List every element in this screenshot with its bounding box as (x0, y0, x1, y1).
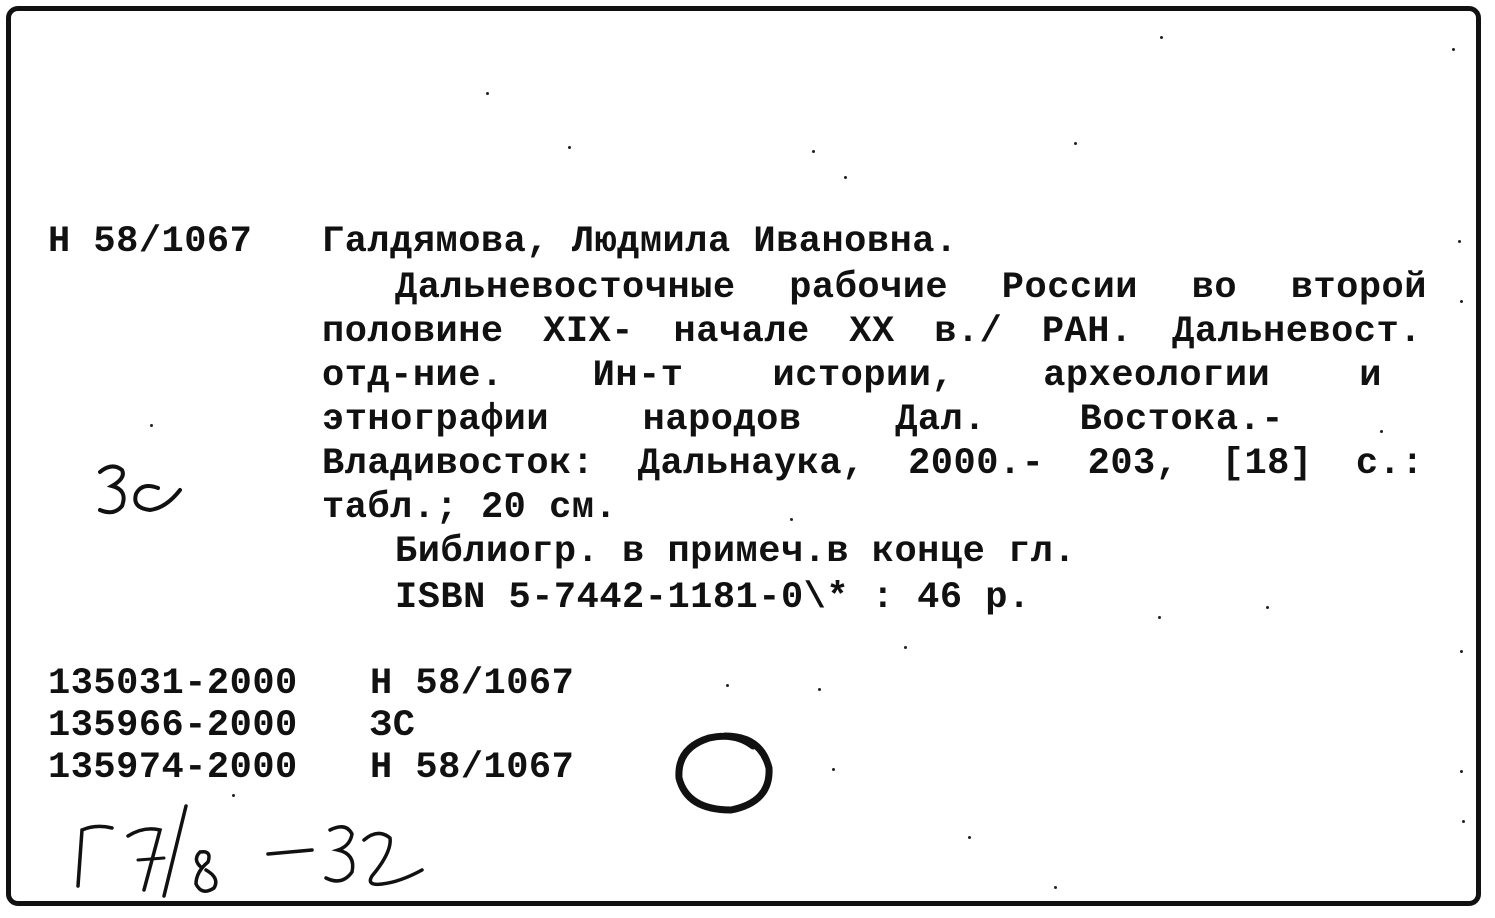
word: 20 (480, 487, 527, 529)
word: начале (673, 311, 810, 353)
scan-speckle (568, 146, 571, 149)
scan-speckle (904, 646, 907, 649)
word: Дальнаука, (637, 443, 865, 485)
scan-speckle (1462, 820, 1465, 823)
call-number: Н 58/1067 (48, 221, 253, 263)
scan-speckle (486, 92, 489, 95)
word: археологии (1043, 355, 1271, 397)
word: этнографии (322, 399, 550, 441)
word: XX (849, 311, 895, 353)
word: РАН. (1041, 311, 1133, 353)
scan-speckle (1054, 886, 1057, 889)
holding-inventory-2: 135966-2000 (48, 705, 298, 747)
word: второй (1290, 267, 1427, 309)
word: [18] (1221, 443, 1313, 485)
word: Ин-т (592, 355, 684, 397)
word: отд-ние. (322, 355, 504, 397)
handwritten-section-mark (80, 450, 200, 530)
description-line-1 (322, 266, 1427, 310)
description-line-5 (322, 442, 1424, 486)
scan-speckle (1460, 770, 1463, 773)
scan-speckle (832, 768, 835, 771)
word: России (1001, 267, 1139, 309)
word: Дал. (895, 399, 987, 441)
holding-location-2: ЗС (370, 705, 416, 747)
scan-speckle (1158, 616, 1161, 619)
word: см. (549, 487, 618, 529)
hand-drawn-circle-mark (665, 722, 780, 822)
scan-speckle (1074, 142, 1077, 145)
author-heading: Галдямова, Людмила Ивановна. (322, 221, 958, 263)
word: и (1359, 355, 1382, 397)
description-line-4 (322, 398, 1284, 442)
scan-speckle (150, 424, 153, 427)
scan-speckle (844, 176, 847, 179)
holding-inventory-1: 135031-2000 (48, 663, 298, 705)
word: истории, (772, 355, 955, 397)
description-line-2 (322, 310, 1422, 354)
scan-speckle (1266, 606, 1269, 609)
word: Дальневост. (1172, 311, 1422, 353)
word: Владивосток: (322, 443, 595, 485)
scan-speckle (1458, 240, 1461, 243)
word: 2000.- (908, 443, 1045, 485)
scan-speckle (790, 518, 793, 521)
holding-location-3: Н 58/1067 (370, 747, 575, 789)
scan-speckle (968, 836, 971, 839)
bibliography-note: Библиогр. в примеч.в конце гл. (395, 531, 1077, 573)
scan-speckle (818, 688, 821, 691)
word: XIX- (543, 311, 634, 353)
scan-speckle (232, 794, 235, 797)
scan-speckle (1160, 36, 1163, 39)
scan-speckle (1460, 650, 1463, 653)
word: в./ (934, 311, 1003, 353)
word: половине (322, 311, 504, 353)
scan-speckle (726, 684, 729, 687)
word: с.: (1355, 443, 1424, 485)
scan-speckle (812, 150, 815, 153)
description-line-3 (322, 354, 1382, 398)
word: Востока.- (1079, 399, 1284, 441)
scan-speckle (1460, 300, 1463, 303)
word: во (1191, 267, 1238, 309)
isbn-price-note: ISBN 5-7442-1181-0\* : 46 р. (395, 577, 1031, 619)
scan-speckle (1380, 430, 1383, 433)
word: 203, (1087, 443, 1179, 485)
handwritten-shelf-code (60, 800, 440, 910)
holding-location-1: Н 58/1067 (370, 663, 575, 705)
word: табл.; (322, 487, 459, 529)
scan-speckle (1452, 48, 1455, 51)
holding-inventory-3: 135974-2000 (48, 747, 298, 789)
description-line-6 (322, 486, 617, 530)
word: рабочие (789, 267, 949, 309)
word: народов (642, 399, 802, 441)
word: Дальневосточные (395, 267, 736, 309)
